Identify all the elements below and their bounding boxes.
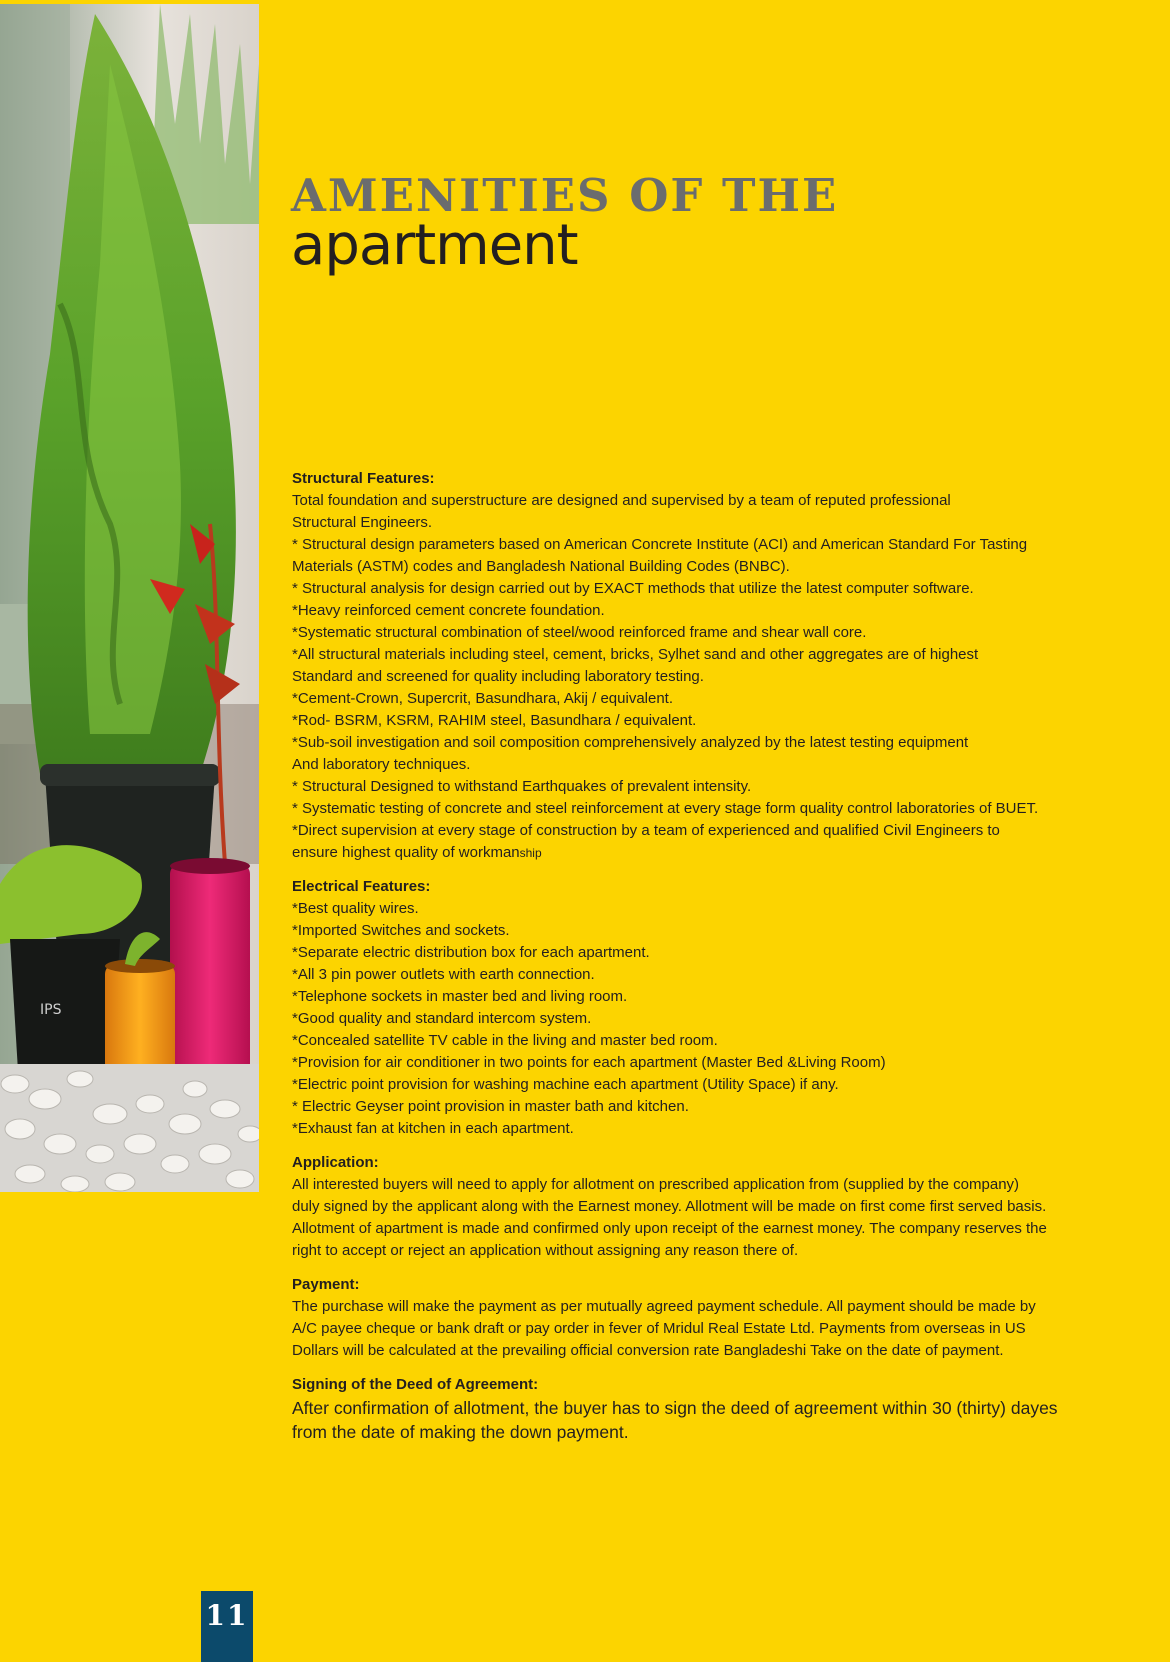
electrical-section [292,876,1127,1140]
text-line: Total foundation and superstructure are designed and supervised by a team of reputed professional [292,492,951,509]
text-line: * Systematic testing of concrete and steel reinforcement at every stage form quality control laboratories of BUET. [292,800,1039,817]
text-fragment: ensure highest quality of workman [292,844,520,861]
text-line: *Cement-Crown, Supercrit, Basundhara, Akij / equivalent. [292,690,674,707]
text-line: The purchase will make the payment as per mutually agreed payment schedule. All payment should be made by [292,1298,1036,1315]
text-line: Structural Engineers. [292,514,433,531]
text-line: *All structural materials including steel, cement, bricks, Sylhet sand and other aggregates are of highest [292,646,979,663]
text-line: Allotment of apartment is made and confirmed only upon receipt of the earnest money. The company reserves the [292,1220,1047,1237]
text-line: *Sub-soil investigation and soil composition comprehensively analyzed by the latest testing equipment [292,734,969,751]
text-line: duly signed by the applicant along with the Earnest money. Allotment will be made on first come first served basis. [292,1198,1047,1215]
text-line: *Heavy reinforced cement concrete foundation. [292,602,605,619]
text-line: *Best quality wires. [292,900,419,917]
text-line: All interested buyers will need to apply for allotment on prescribed application from (supplied by the company) [292,1176,1020,1193]
section-title: Structural Features: [292,470,435,487]
text-line: from the date of making the down payment. [292,1422,629,1442]
text-line: And laboratory techniques. [292,756,471,773]
application-section [292,1152,1127,1262]
text-line: Standard and screened for quality including laboratory testing. [292,668,704,685]
text-line: *Direct supervision at every stage of construction by a team of experienced and qualified Civil Engineers to [292,822,1000,839]
section-title: Application: [292,1154,379,1171]
text-line: *Electric point provision for washing machine each apartment (Utility Space) if any. [292,1076,839,1093]
amenities-content [292,468,1127,1456]
text-line: *Exhaust fan at kitchen in each apartment. [292,1120,574,1137]
heading-line-2: apartment [291,213,578,278]
text-line: A/C payee cheque or bank draft or pay order in fever of Mridul Real Estate Ltd. Payments from overseas in US [292,1320,1026,1337]
text-line: * Structural analysis for design carried out by EXACT methods that utilize the latest computer software. [292,580,974,597]
page-heading [291,169,839,278]
text-line [292,842,1127,864]
text-line: right to accept or reject an application without assigning any reason there of. [292,1242,799,1259]
svg-text:IPS: IPS [40,1002,62,1018]
text-line: * Electric Geyser point provision in master bath and kitchen. [292,1098,689,1115]
text-line: *Good quality and standard intercom system. [292,1010,592,1027]
structural-section [292,468,1127,864]
text-line: *Telephone sockets in master bed and living room. [292,988,628,1005]
text-line: Dollars will be calculated at the prevailing official conversion rate Bangladeshi Take on the date of payment. [292,1342,1004,1359]
text-line: *Rod- BSRM, KSRM, RAHIM steel, Basundhara / equivalent. [292,712,697,729]
text-line: *Imported Switches and sockets. [292,922,510,939]
section-title: Payment: [292,1276,360,1293]
text-line: Materials (ASTM) codes and Bangladesh National Building Codes (BNBC). [292,558,790,575]
section-title: Electrical Features: [292,878,431,895]
text-line: After confirmation of allotment, the buyer has to sign the deed of agreement within 30 (thirty) dayes [292,1398,1058,1418]
text-line: *All 3 pin power outlets with earth connection. [292,966,595,983]
text-fragment: ship [519,846,542,860]
text-line: *Concealed satellite TV cable in the living and master bed room. [292,1032,718,1049]
plants-photo [0,4,259,1192]
text-line: *Separate electric distribution box for each apartment. [292,944,650,961]
page-number: 11 [201,1591,253,1662]
text-line: * Structural Designed to withstand Earthquakes of prevalent intensity. [292,778,752,795]
payment-section [292,1274,1127,1362]
text-line: * Structural design parameters based on American Concrete Institute (ACI) and American Standard For Tasting [292,536,1028,553]
deed-section [292,1374,1127,1444]
text-line: *Systematic structural combination of steel/wood reinforced frame and shear wall core. [292,624,867,641]
section-title: Signing of the Deed of Agreement: [292,1376,539,1393]
heading-line-1: AMENITIES OF THE [291,169,839,222]
text-line: *Provision for air conditioner in two points for each apartment (Master Bed &Living Room) [292,1054,886,1071]
